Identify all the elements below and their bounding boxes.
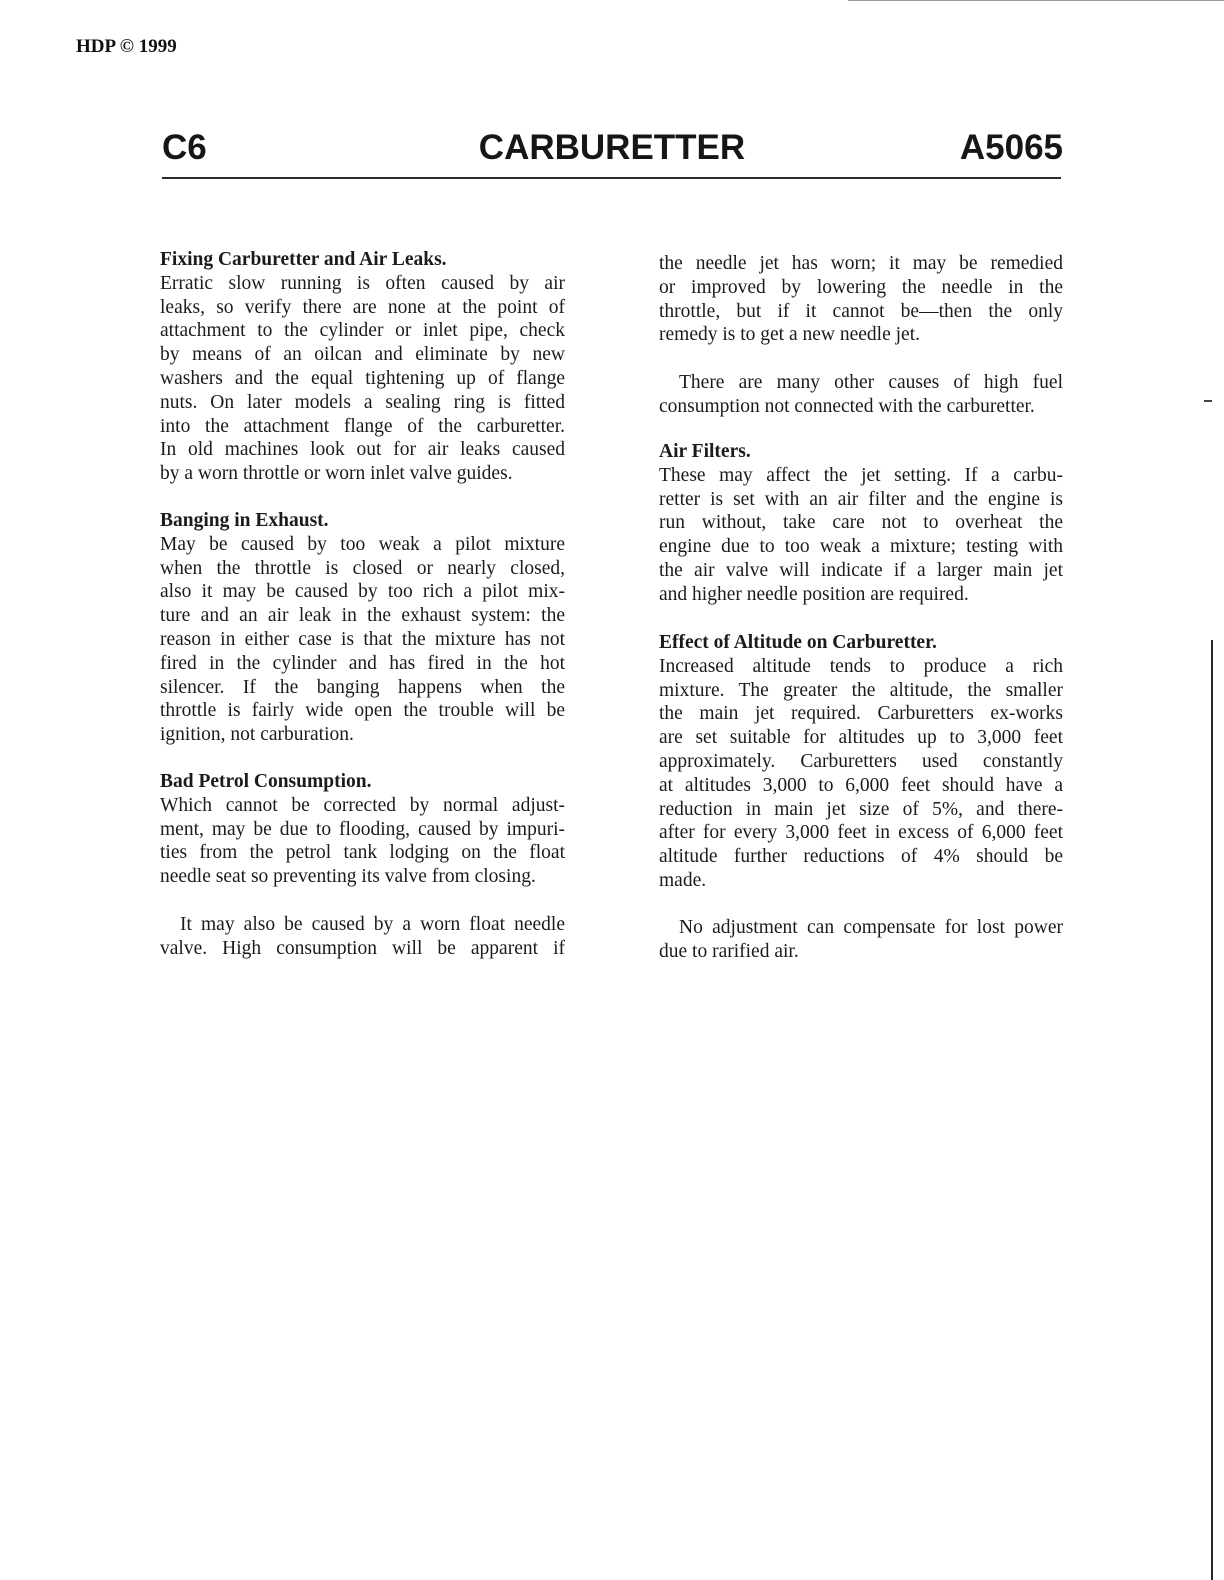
body-text-line: ture and an air leak in the exhaust system: the [160,605,565,627]
body-text-line: needle seat so preventing its valve from closing. [160,866,536,888]
body-text-line: nuts. On later models a sealing ring is fitted [160,391,565,413]
body-text-line: approximately. Carburetters used constantly [659,750,1063,772]
paragraph-needle-jet [659,252,1063,347]
publisher-copyright: HDP © 1999 [76,36,177,57]
body-text-line: attachment to the cylinder or inlet pipe, check [160,320,565,342]
body-text-line: after for every 3,000 feet in excess of 6,000 feet [659,822,1063,844]
section-heading: Air Filters. [659,441,751,462]
section-code: C6 [162,128,207,167]
body-text-line: by a worn throttle or worn inlet valve guides. [160,463,513,485]
body-text-line: reason in either case is that the mixture has not [160,628,565,650]
body-text-line: or improved by lowering the needle in the [659,276,1063,298]
body-text-line: ties from the petrol tank lodging on the float [160,842,565,864]
body-text-line: No adjustment can compensate for lost power [679,917,1063,938]
body-text-line: Which cannot be corrected by normal adjust- [160,794,565,816]
body-text-line: retter is set with an air filter and the engine is [659,488,1063,510]
section-bad-petrol-consumption [160,770,565,889]
body-text-line: May be caused by too weak a pilot mixture [160,533,565,555]
body-text-line: silencer. If the banging happens when the [160,676,565,698]
body-text-line: throttle is fairly wide open the trouble will be [160,700,565,722]
body-text-line: due to rarified air. [659,940,799,962]
body-text-line: are set suitable for altitudes up to 3,000 feet [659,727,1063,749]
body-text-line: ment, may be due to flooding, caused by impuri- [160,818,565,840]
body-text-line: Erratic slow running is often caused by air [160,272,565,294]
body-text-line: reduction in main jet size of 5%, and there- [659,798,1063,820]
section-fixing-carburetter [160,248,565,486]
body-text-line: at altitudes 3,000 to 6,000 feet should have a [659,774,1063,796]
scan-edge-right [1211,640,1213,1580]
part-number: A5065 [959,128,1063,167]
body-text-line: There are many other causes of high fuel [679,372,1063,393]
body-text-line: mixture. The greater the altitude, the smaller [659,679,1063,701]
body-text-line: by means of an oilcan and eliminate by new [160,344,565,366]
body-text-line: fired in the cylinder and has fired in the hot [160,652,565,674]
paragraph-other-causes [659,371,1063,419]
scan-edge-mark [1204,400,1212,402]
scan-edge-top [848,0,1224,1]
body-text-line: These may affect the jet setting. If a carbu- [659,464,1063,486]
body-text-line: Increased altitude tends to produce a rich [659,655,1063,677]
header-rule [162,177,1061,179]
body-text-line: and higher needle position are required. [659,583,969,605]
body-text-line: In old machines look out for air leaks caused [160,439,565,461]
body-text-line: the needle jet has worn; it may be remedied [659,253,1063,274]
body-text-line: consumption not connected with the carburetter. [659,395,1035,417]
body-text-line: made. [659,869,707,891]
section-heading: Bad Petrol Consumption. [160,771,372,792]
section-effect-of-altitude [659,631,1063,893]
body-text-line: leaks, so verify there are none at the point of [160,296,565,318]
page-title: CARBURETTER [478,128,746,167]
section-air-filters [659,440,1063,607]
body-text-line: the air valve will indicate if a larger main jet [659,559,1063,581]
body-text-line: It may also be caused by a worn float needle [180,914,565,935]
body-text-line: into the attachment flange of the carburetter. [160,415,565,437]
body-text-line: also it may be caused by too rich a pilot mix- [160,581,565,603]
paragraph-worn-float-needle [160,913,565,961]
section-banging-exhaust [160,509,565,747]
body-text-line: valve. High consumption will be apparent if [160,937,565,959]
body-text-line: engine due to too weak a mixture; testing with [659,536,1063,558]
body-text-line: run without, take care not to overheat the [659,512,1063,534]
body-text-line: throttle, but if it cannot be—then the only [659,300,1063,322]
body-text-line: ignition, not carburation. [160,724,354,746]
section-heading: Banging in Exhaust. [160,510,329,531]
section-heading: Effect of Altitude on Carburetter. [659,632,937,653]
body-text-line: when the throttle is closed or nearly closed, [160,557,565,579]
body-text-line: the main jet required. Carburetters ex-works [659,703,1063,725]
section-heading: Fixing Carburetter and Air Leaks. [160,249,447,270]
paragraph-rarified-air [659,916,1063,964]
body-text-line: washers and the equal tightening up of flange [160,367,565,389]
body-text-line: remedy is to get a new needle jet. [659,324,920,346]
body-text-line: altitude further reductions of 4% should be [659,846,1063,868]
